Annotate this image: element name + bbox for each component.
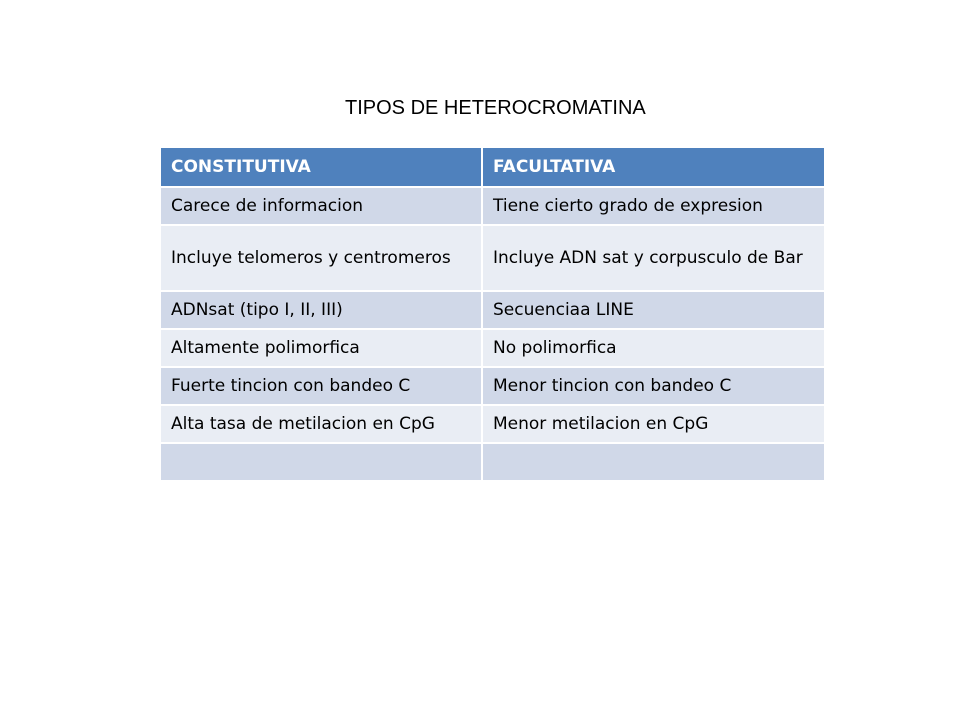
table-header-row	[160, 147, 825, 187]
table-cell	[160, 443, 482, 481]
table-cell: Alta tasa de metilacion en CpG	[160, 405, 482, 443]
table-cell: Fuerte tincion con bandeo C	[160, 367, 482, 405]
table-cell: Menor tincion con bandeo C	[482, 367, 825, 405]
table-cell: Secuenciaa LINE	[482, 291, 825, 329]
table-row	[160, 291, 825, 329]
table-row	[160, 405, 825, 443]
table-cell: No polimorfica	[482, 329, 825, 367]
table-row	[160, 187, 825, 225]
header-constitutiva: CONSTITUTIVA	[160, 147, 482, 187]
table-cell: ADNsat (tipo I, II, III)	[160, 291, 482, 329]
slide-title: TIPOS DE HETEROCROMATINA	[345, 97, 646, 119]
table-cell: Carece de informacion	[160, 187, 482, 225]
header-facultativa: FACULTATIVA	[482, 147, 825, 187]
table-cell: Incluye ADN sat y corpusculo de Bar	[482, 225, 825, 291]
table-row	[160, 225, 825, 291]
table-row	[160, 329, 825, 367]
table-cell: Incluye telomeros y centromeros	[160, 225, 482, 291]
heterochromatin-table	[159, 146, 826, 482]
table-row	[160, 367, 825, 405]
table-row-empty	[160, 443, 825, 481]
table-cell: Tiene cierto grado de expresion	[482, 187, 825, 225]
table-cell: Altamente polimorfica	[160, 329, 482, 367]
table-cell: Menor metilacion en CpG	[482, 405, 825, 443]
table-cell	[482, 443, 825, 481]
